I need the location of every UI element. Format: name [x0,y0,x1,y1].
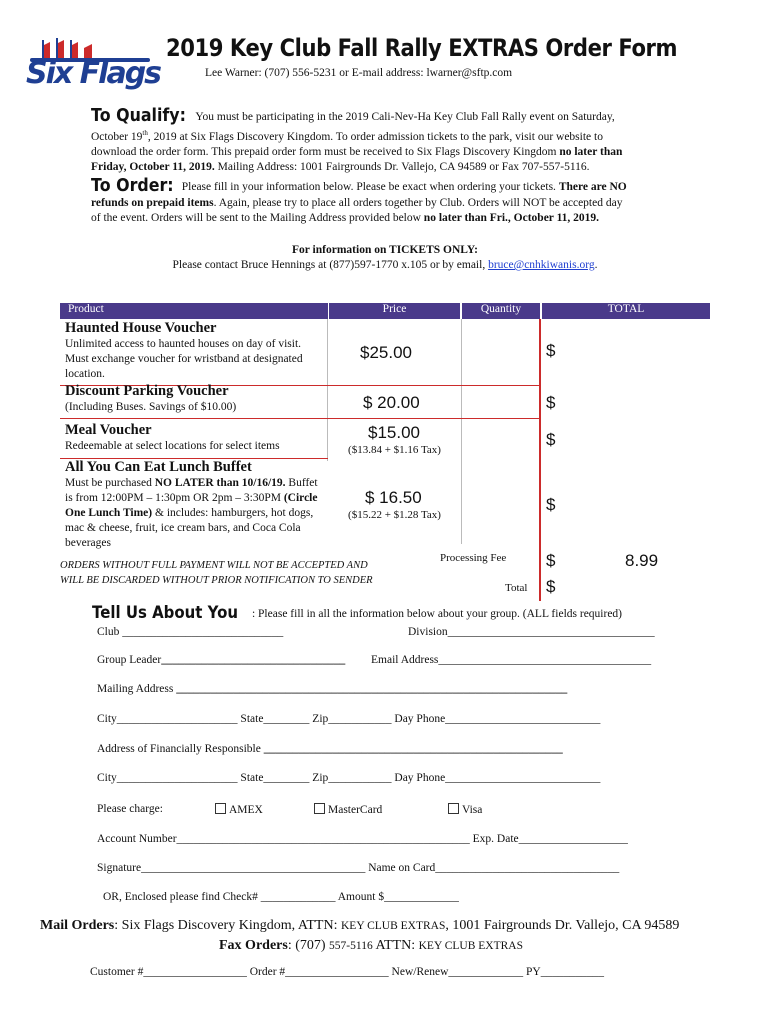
row-total[interactable]: $ [546,341,556,360]
product-price: $ 16.50 [365,488,422,507]
qualify-text-2a: October 19 [91,130,143,143]
qualify-text-3b: no later than [559,145,623,158]
mailing-address-field[interactable] [97,683,567,695]
row-total[interactable]: $ [546,430,556,449]
order-heading: To Order: [91,175,174,196]
checkbox-icon[interactable] [215,803,226,814]
mastercard-option[interactable] [314,803,382,816]
six-flags-logo [22,38,172,98]
order-section [91,175,681,227]
financial-line: ____________________________________________________ [263,743,563,755]
checkbox-icon[interactable] [448,803,459,814]
qualify-text-2sup: th [142,128,148,137]
signature-field[interactable]: Signature_______________________________________ Name on Card________________________________ [97,862,620,874]
header-total: TOTAL [542,303,710,319]
table-row [65,459,325,551]
qualify-text-3: download the order form. This prepaid order form must be received to Six Flags Discovery Kingdom [91,145,557,158]
visa-label: Visa [462,804,483,816]
mail-orders-address: , 1001 Fairgrounds Dr. Vallejo, CA 94589 [445,918,680,933]
qualify-text-4b: Friday, October 11, 2019. [91,161,215,174]
warning-line-2: WILL BE DISCARDED WITHOUT PRIOR NOTIFICATION TO SENDER [60,575,373,586]
qualify-text-1: You must be participating in the 2019 Cali-Nev-Ha Key Club Fall Rally event on Saturday, [195,111,615,123]
table-row [65,422,325,454]
header-price: Price [328,303,460,319]
product-tax: ($15.22 + $1.28 Tax) [348,509,441,521]
club-field[interactable]: Club ____________________________ [97,626,284,638]
product-price: $15.00 [368,423,420,442]
mail-orders-label: Mail Orders [40,918,115,933]
office-use-line: Customer #__________________ Order #__________________ New/Renew_____________ PY___________ [90,966,604,978]
processing-fee-label: Processing Fee [440,552,507,564]
total-dollar[interactable]: $ [546,577,556,596]
product-name: Haunted House Voucher [65,320,217,336]
buffet-desc-deadline: NO LATER than 10/16/19. [154,477,286,489]
group-leader-field[interactable] [97,654,345,666]
tickets-info-text: Please contact Bruce Hennings at (877)597-1770 x.105 or by email, [172,259,486,271]
total-label: Total [505,582,528,594]
processing-fee-dollar: $ [546,551,556,570]
mail-orders [40,918,679,934]
header-quantity: Quantity [462,303,540,319]
amex-option[interactable] [215,803,263,816]
header-product: Product [60,303,328,319]
account-number-field[interactable]: Account Number___________________________________________________ Exp. Date___________________ [97,833,628,845]
fax-attn: KEY CLUB EXTRAS [418,940,523,952]
tickets-info [60,243,710,273]
product-desc: (Including Buses. Savings of $10.00) [65,401,237,413]
product-name: All You Can Eat Lunch Buffet [65,459,252,475]
tickets-email-link[interactable]: bruce@cnhkiwanis.org [488,259,595,271]
division-field[interactable]: Division____________________________________ [408,626,655,638]
amex-label: AMEX [229,804,263,816]
financial-address-field[interactable] [97,743,563,755]
tell-section-header [92,603,622,623]
logo-text: Six Flags [26,56,161,91]
processing-fee-value: 8.99 [625,551,659,570]
buffet-desc-2: Buffet is from 12:00PM – 1:30pm OR 2pm – 3:30PM [65,477,318,504]
qualify-heading: To Qualify: [91,105,186,126]
product-desc: Redeemable at select locations for select items [65,440,280,452]
product-desc [65,476,325,551]
financial-label: Address of Financially Responsible [97,743,261,755]
qualify-section [91,105,681,176]
mailing-line: ____________________________________________________________________ [176,683,568,695]
row-total[interactable]: $ [546,495,556,514]
warning-line-1: ORDERS WITHOUT FULL PAYMENT WILL NOT BE ACCEPTED AND [60,560,368,571]
product-name: Meal Voucher [65,422,152,438]
tell-text: : Please fill in all the information below about your group. (ALL fields required) [251,608,623,620]
page-title: 2019 Key Club Fall Rally EXTRAS Order Form [166,34,678,62]
order-text-3: of the event. Orders will be sent to the Mailing Address provided below [91,212,421,224]
fax-orders [219,938,523,954]
order-text-3b: no later than Fri., October 11, 2019. [423,212,600,224]
buffet-desc-circle: (Circle One Lunch Time) [65,492,318,519]
product-table [60,303,710,596]
qualify-text-2b: , 2019 at Six Flags Discovery Kingdom. To order admission tickets to the park, visit our website to [147,130,603,143]
tell-heading: Tell Us About You [92,603,239,623]
checkbox-icon[interactable] [314,803,325,814]
city-line-2[interactable]: City_____________________ State________ Zip___________ Day Phone___________________________ [97,772,601,784]
group-leader-label: Group Leader [97,654,162,666]
fax-number: 557-5116 [329,940,373,952]
fax-attn-label: ATTN: [375,938,416,953]
tickets-info-end: . [594,259,598,271]
product-price: $25.00 [360,343,412,362]
qualify-text-4: Mailing Address: 1001 Fairgrounds Dr. Vallejo, CA 94589 or Fax 707-557-5116. [217,161,590,174]
payment-warning [60,558,373,588]
mail-orders-text: : Six Flags Discovery Kingdom, ATTN: [114,918,338,933]
buffet-desc-3: & includes: hamburgers, hot dogs, mac & cheese, fruit, ice cream bars, and Coca Cola beverages [65,507,314,549]
table-row [65,383,325,415]
table-row [65,320,325,382]
tickets-info-heading: For information on TICKETS ONLY: [292,244,478,256]
fax-orders-text: : (707) [287,938,326,953]
row-total[interactable]: $ [546,393,556,412]
mailing-label: Mailing Address [97,683,174,695]
order-text-1: Please fill in your information below. Please be exact when ordering your tickets. [181,181,556,193]
mail-orders-attn: KEY CLUB EXTRAS [341,920,446,932]
charge-label: Please charge: [97,803,163,815]
email-field[interactable]: Email Address_____________________________________ [371,654,652,666]
visa-option[interactable] [448,803,482,816]
fax-orders-label: Fax Orders [219,938,288,953]
order-text-2: . Again, please try to place all orders together by Club. Orders will NOT be accepted day [213,196,623,209]
order-text-1b: There are NO [558,181,627,193]
mastercard-label: MasterCard [328,804,383,816]
product-name: Discount Parking Voucher [65,383,229,399]
product-price: $ 20.00 [363,393,420,412]
product-tax: ($13.84 + $1.16 Tax) [348,444,441,456]
order-text-2b: refunds on prepaid items [91,196,214,209]
city-line-1[interactable]: City_____________________ State________ Zip___________ Day Phone___________________________ [97,713,601,725]
product-desc: Unlimited access to haunted houses on day of visit. Must exchange voucher for wristband at designated location. [65,338,303,380]
group-leader-line: ________________________________ [161,654,346,666]
buffet-desc-1: Must be purchased [65,477,152,489]
contact-info: Lee Warner: (707) 556-5231 or E-mail address: lwarner@sftp.com [205,67,513,79]
check-field[interactable]: OR, Enclosed please find Check# _____________ Amount $_____________ [103,891,459,903]
